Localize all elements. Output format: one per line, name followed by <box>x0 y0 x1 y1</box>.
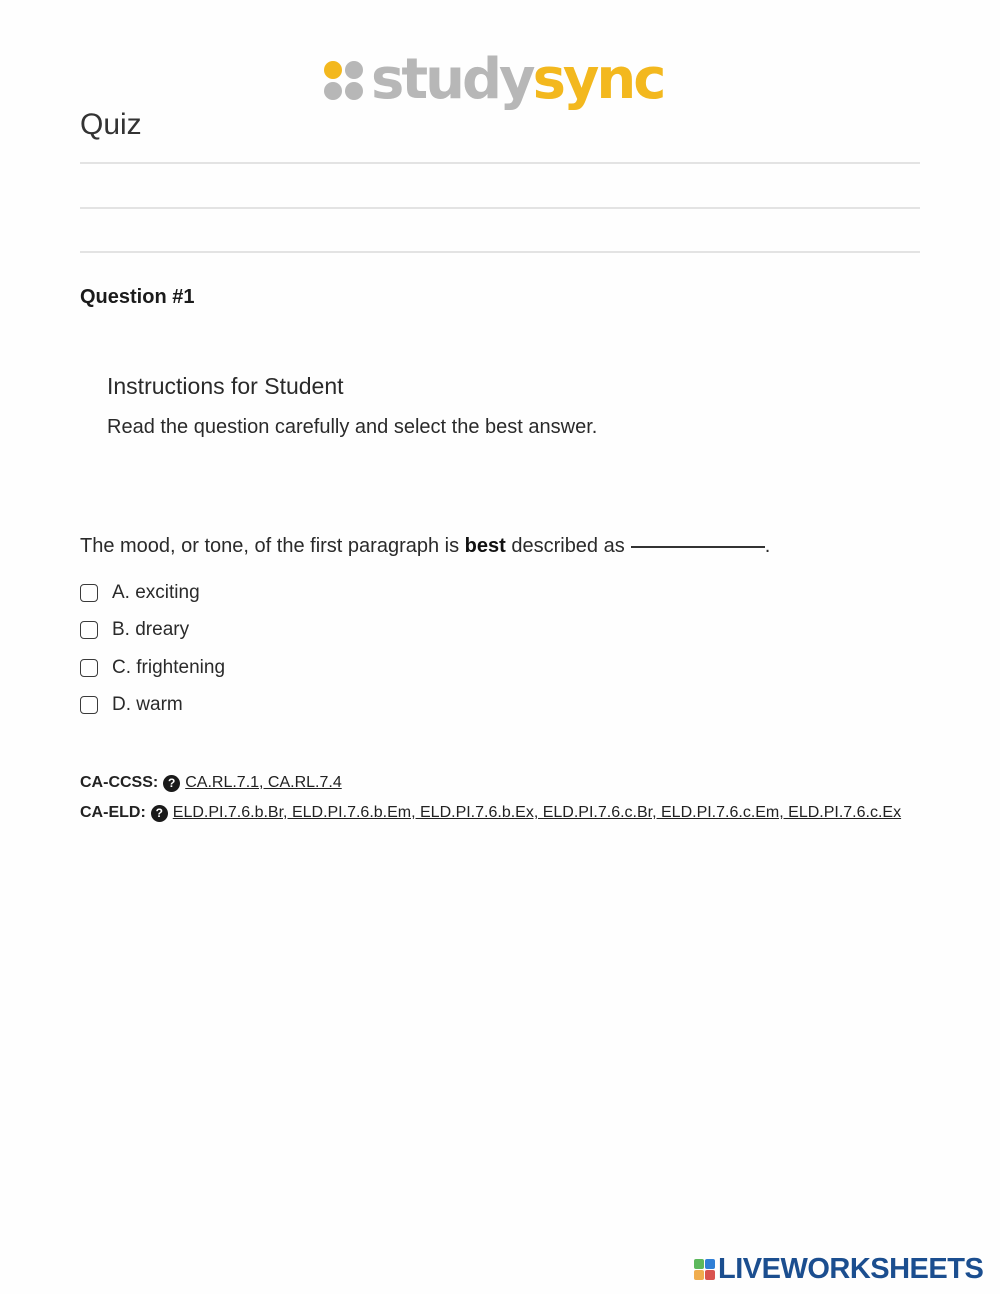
divider <box>80 251 920 253</box>
logo-word-study: study <box>371 47 533 112</box>
option-c[interactable] <box>80 649 225 687</box>
option-label: A. exciting <box>112 581 200 603</box>
eld-standards <box>80 804 901 822</box>
liveworksheets-logo <box>694 1253 983 1286</box>
option-a[interactable] <box>80 574 225 612</box>
ccss-label: CA-CCSS: <box>80 774 159 791</box>
help-icon[interactable]: ? <box>163 775 180 792</box>
option-label: C. frightening <box>112 656 226 678</box>
stem-text-after: described as <box>505 535 625 557</box>
checkbox[interactable] <box>80 584 98 602</box>
eld-label: CA-ELD: <box>80 804 146 821</box>
logo-word-sync: sync <box>532 47 664 112</box>
option-label: D. warm <box>112 694 183 716</box>
ccss-standards <box>80 774 342 792</box>
stem-text-before: The mood, or tone, of the first paragraph is <box>80 535 465 557</box>
logo-tile <box>705 1259 715 1269</box>
studysync-logo <box>324 48 663 112</box>
logo-tile <box>694 1259 704 1269</box>
checkbox[interactable] <box>80 696 98 714</box>
logo-dot <box>345 82 363 100</box>
question-stem <box>80 535 770 558</box>
answer-blank <box>631 546 765 548</box>
divider <box>80 207 920 209</box>
logo-dots-icon <box>324 61 363 100</box>
option-d[interactable] <box>80 687 225 725</box>
option-b[interactable] <box>80 612 225 650</box>
help-icon[interactable]: ? <box>151 805 168 822</box>
instructions-title: Instructions for Student <box>107 373 344 399</box>
checkbox[interactable] <box>80 659 98 677</box>
logo-dot <box>345 61 363 79</box>
logo-dot <box>324 61 342 79</box>
logo-tile <box>694 1270 704 1280</box>
answer-options <box>80 574 225 724</box>
option-label: B. dreary <box>112 619 190 641</box>
liveworksheets-tiles-icon <box>694 1259 715 1280</box>
stem-bold-word: best <box>464 535 506 557</box>
liveworksheets-wordmark: LIVEWORKSHEETS <box>718 1253 984 1285</box>
question-number: Question #1 <box>80 286 195 308</box>
instructions-text: Read the question carefully and select the best answer. <box>107 416 598 438</box>
stem-period: . <box>764 535 771 557</box>
page-title: Quiz <box>80 108 142 141</box>
checkbox[interactable] <box>80 621 98 639</box>
eld-codes-link[interactable]: ELD.PI.7.6.b.Br, ELD.PI.7.6.b.Em, ELD.PI.7.6.b.Ex, ELD.PI.7.6.c.Br, ELD.PI.7.6.c.Em, ELD.PI.7.6.c.Ex <box>172 804 902 821</box>
logo-tile <box>705 1270 715 1280</box>
divider <box>80 162 920 164</box>
logo-dot <box>324 82 342 100</box>
ccss-codes-link[interactable]: CA.RL.7.1, CA.RL.7.4 <box>185 774 342 791</box>
